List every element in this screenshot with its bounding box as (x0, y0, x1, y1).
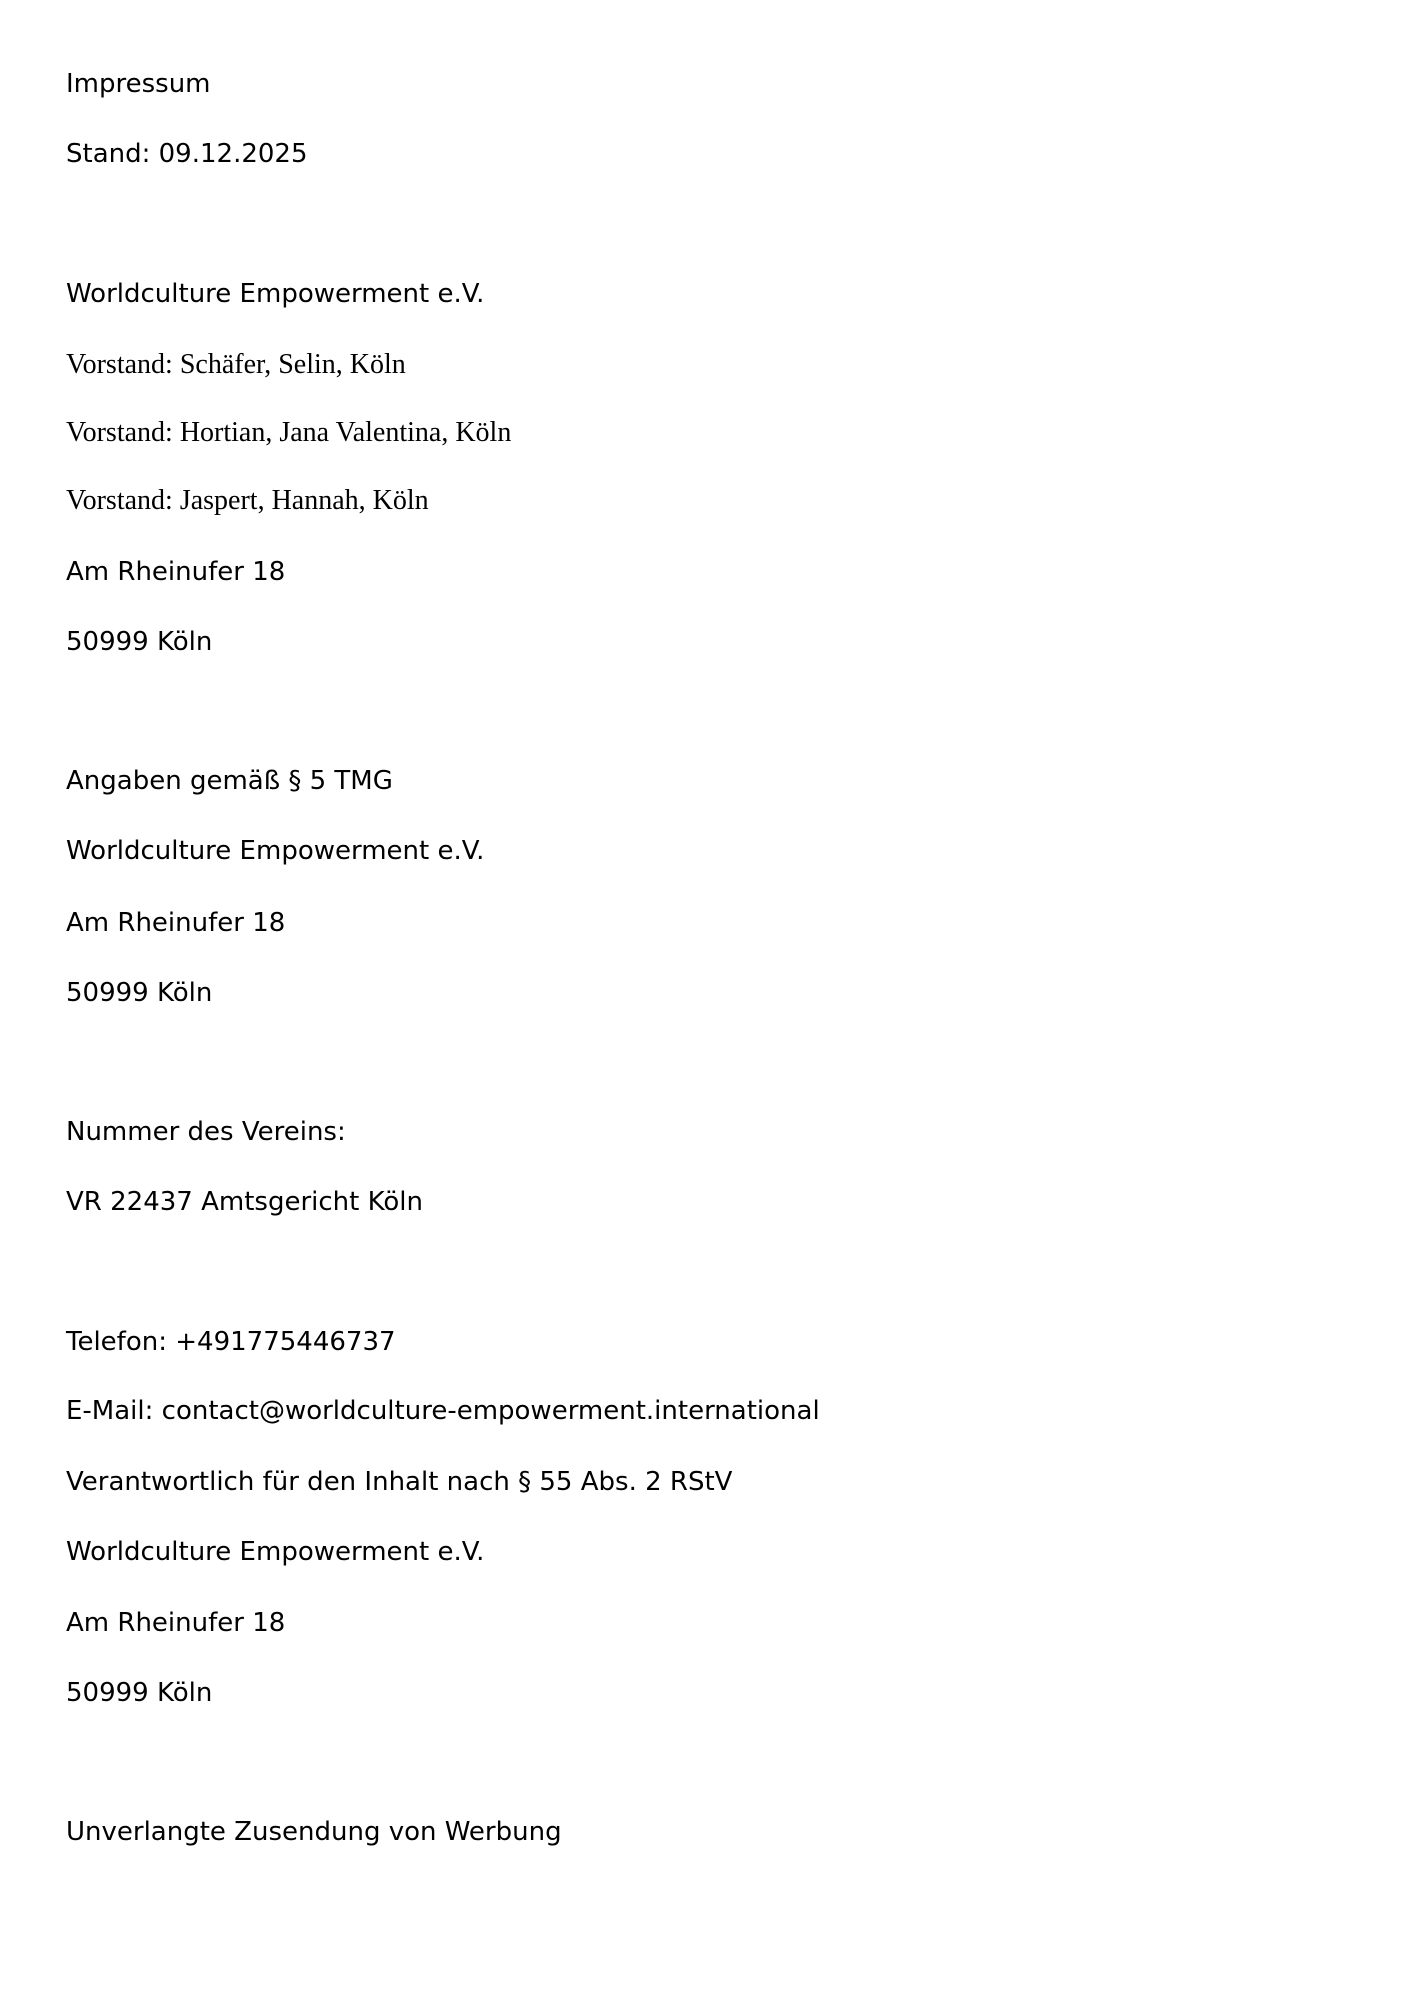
responsible-city: 50999 Köln (66, 1678, 213, 1708)
advertising-heading: Unverlangte Zusendung von Werbung (66, 1817, 562, 1847)
org-street: Am Rheinufer 18 (66, 557, 286, 587)
register-heading: Nummer des Vereins: (66, 1117, 346, 1147)
register-value: VR 22437 Amtsgericht Köln (66, 1187, 423, 1217)
board-member-3: Vorstand: Jaspert, Hannah, Köln (66, 485, 429, 516)
page-title: Impressum (66, 69, 211, 99)
org-city: 50999 Köln (66, 627, 213, 657)
tmg-city: 50999 Köln (66, 978, 213, 1008)
responsible-street: Am Rheinufer 18 (66, 1608, 286, 1638)
tmg-street: Am Rheinufer 18 (66, 908, 286, 938)
board-member-1: Vorstand: Schäfer, Selin, Köln (66, 349, 406, 380)
phone-line: Telefon: +491775446737 (66, 1327, 396, 1357)
board-member-2: Vorstand: Hortian, Jana Valentina, Köln (66, 417, 512, 448)
org-name: Worldculture Empowerment e.V. (66, 279, 485, 309)
responsible-org-name: Worldculture Empowerment e.V. (66, 1537, 485, 1567)
responsible-heading: Verantwortlich für den Inhalt nach § 55 Abs. 2 RStV (66, 1467, 733, 1497)
tmg-heading: Angaben gemäß § 5 TMG (66, 766, 393, 796)
email-line: E-Mail: contact@worldculture-empowerment.international (66, 1396, 820, 1426)
tmg-org-name: Worldculture Empowerment e.V. (66, 836, 485, 866)
stand-date: Stand: 09.12.2025 (66, 139, 308, 169)
